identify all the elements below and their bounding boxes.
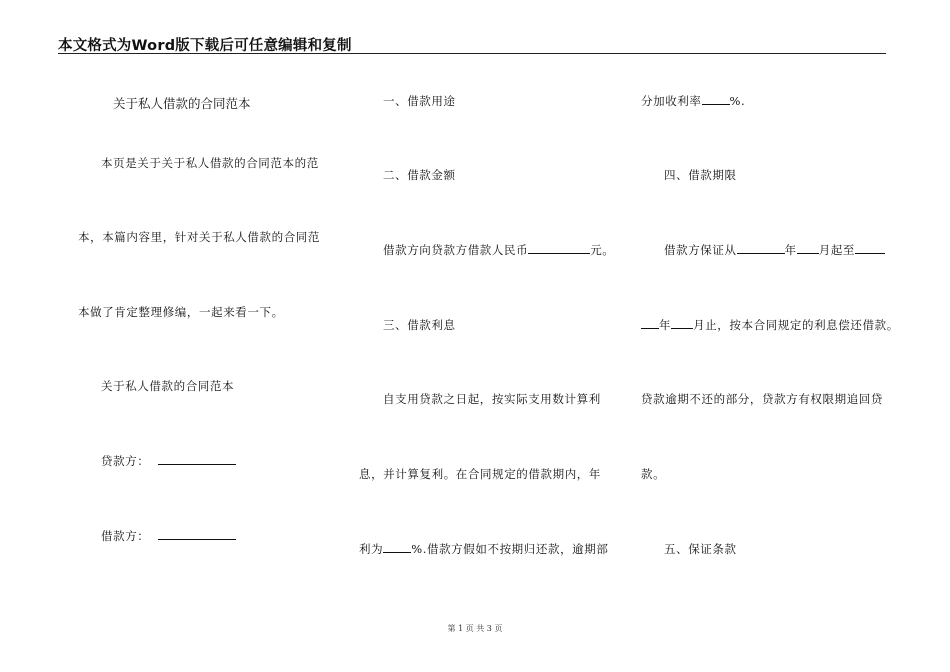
penalty-rate-line <box>641 93 745 109</box>
intro-line-2: 本，本篇内容里，针对关于私人借款的合同范 <box>78 230 320 244</box>
header-rule <box>58 53 886 54</box>
penalty-rate-blank <box>702 93 730 105</box>
term-end-text: 月止，按本合同规定的利息偿还借款。 <box>693 318 899 332</box>
term-month-blank <box>797 242 819 254</box>
term-year-label: 年 <box>784 243 797 257</box>
interest-line-1: 自支用贷款之日起，按实际支用数计算利 <box>383 392 601 406</box>
borrower-label: 借款方： <box>101 529 150 543</box>
term-until-text: 月起至 <box>818 243 856 257</box>
term-end-month-blank <box>671 317 693 329</box>
penalty-rate-text: 分加收利率 <box>641 94 702 108</box>
amount-blank <box>528 242 590 254</box>
section-4-heading: 四、借款期限 <box>664 168 737 182</box>
term-line-1 <box>664 242 885 258</box>
contract-subtitle: 关于私人借款的合同范本 <box>101 379 235 393</box>
term-end-year-blank <box>855 242 885 254</box>
interest-rate-rest: %.借款方假如不按期归还款，逾期部 <box>411 542 609 556</box>
term-end-year-blank-2 <box>641 317 659 329</box>
interest-line-3 <box>359 541 608 557</box>
interest-rate-text: 利为 <box>359 542 384 556</box>
section-3-heading: 三、借款利息 <box>383 318 456 332</box>
section-5-heading: 五、保证条款 <box>664 542 737 556</box>
interest-line-2: 息，并计算复利。在合同规定的借款期内，年 <box>359 467 601 481</box>
lender-blank <box>158 453 236 465</box>
term-end-year-label: 年 <box>659 318 672 332</box>
section-2-amount-line <box>383 242 614 258</box>
document-header-title: 本文格式为Word版下载后可任意编辑和复制 <box>58 38 352 54</box>
borrower-blank <box>158 528 236 540</box>
lender-label: 贷款方： <box>101 454 150 468</box>
overdue-line-1: 贷款逾期不还的部分，贷款方有权限期追回贷 <box>641 392 883 406</box>
page-number: 第 1 页 共 3 页 <box>447 624 503 633</box>
amount-unit: 元。 <box>590 243 615 257</box>
section-2-heading: 二、借款金额 <box>383 168 456 182</box>
overdue-line-2: 款。 <box>641 467 666 481</box>
interest-rate-blank <box>383 541 411 553</box>
amount-text: 借款方向贷款方借款人民币 <box>383 243 529 257</box>
section-1-heading: 一、借款用途 <box>383 94 456 108</box>
borrower-line <box>101 528 236 544</box>
term-from-text: 借款方保证从 <box>664 243 737 257</box>
intro-line-1: 本页是关于关于私人借款的合同范本的范 <box>101 156 319 170</box>
document-title: 关于私人借款的合同范本 <box>113 96 251 111</box>
term-year-blank <box>737 242 785 254</box>
intro-line-3: 本做了肯定整理修编，一起来看一下。 <box>78 305 284 319</box>
penalty-rate-unit: %. <box>729 94 746 108</box>
lender-line <box>101 453 236 469</box>
term-line-2 <box>641 317 899 333</box>
